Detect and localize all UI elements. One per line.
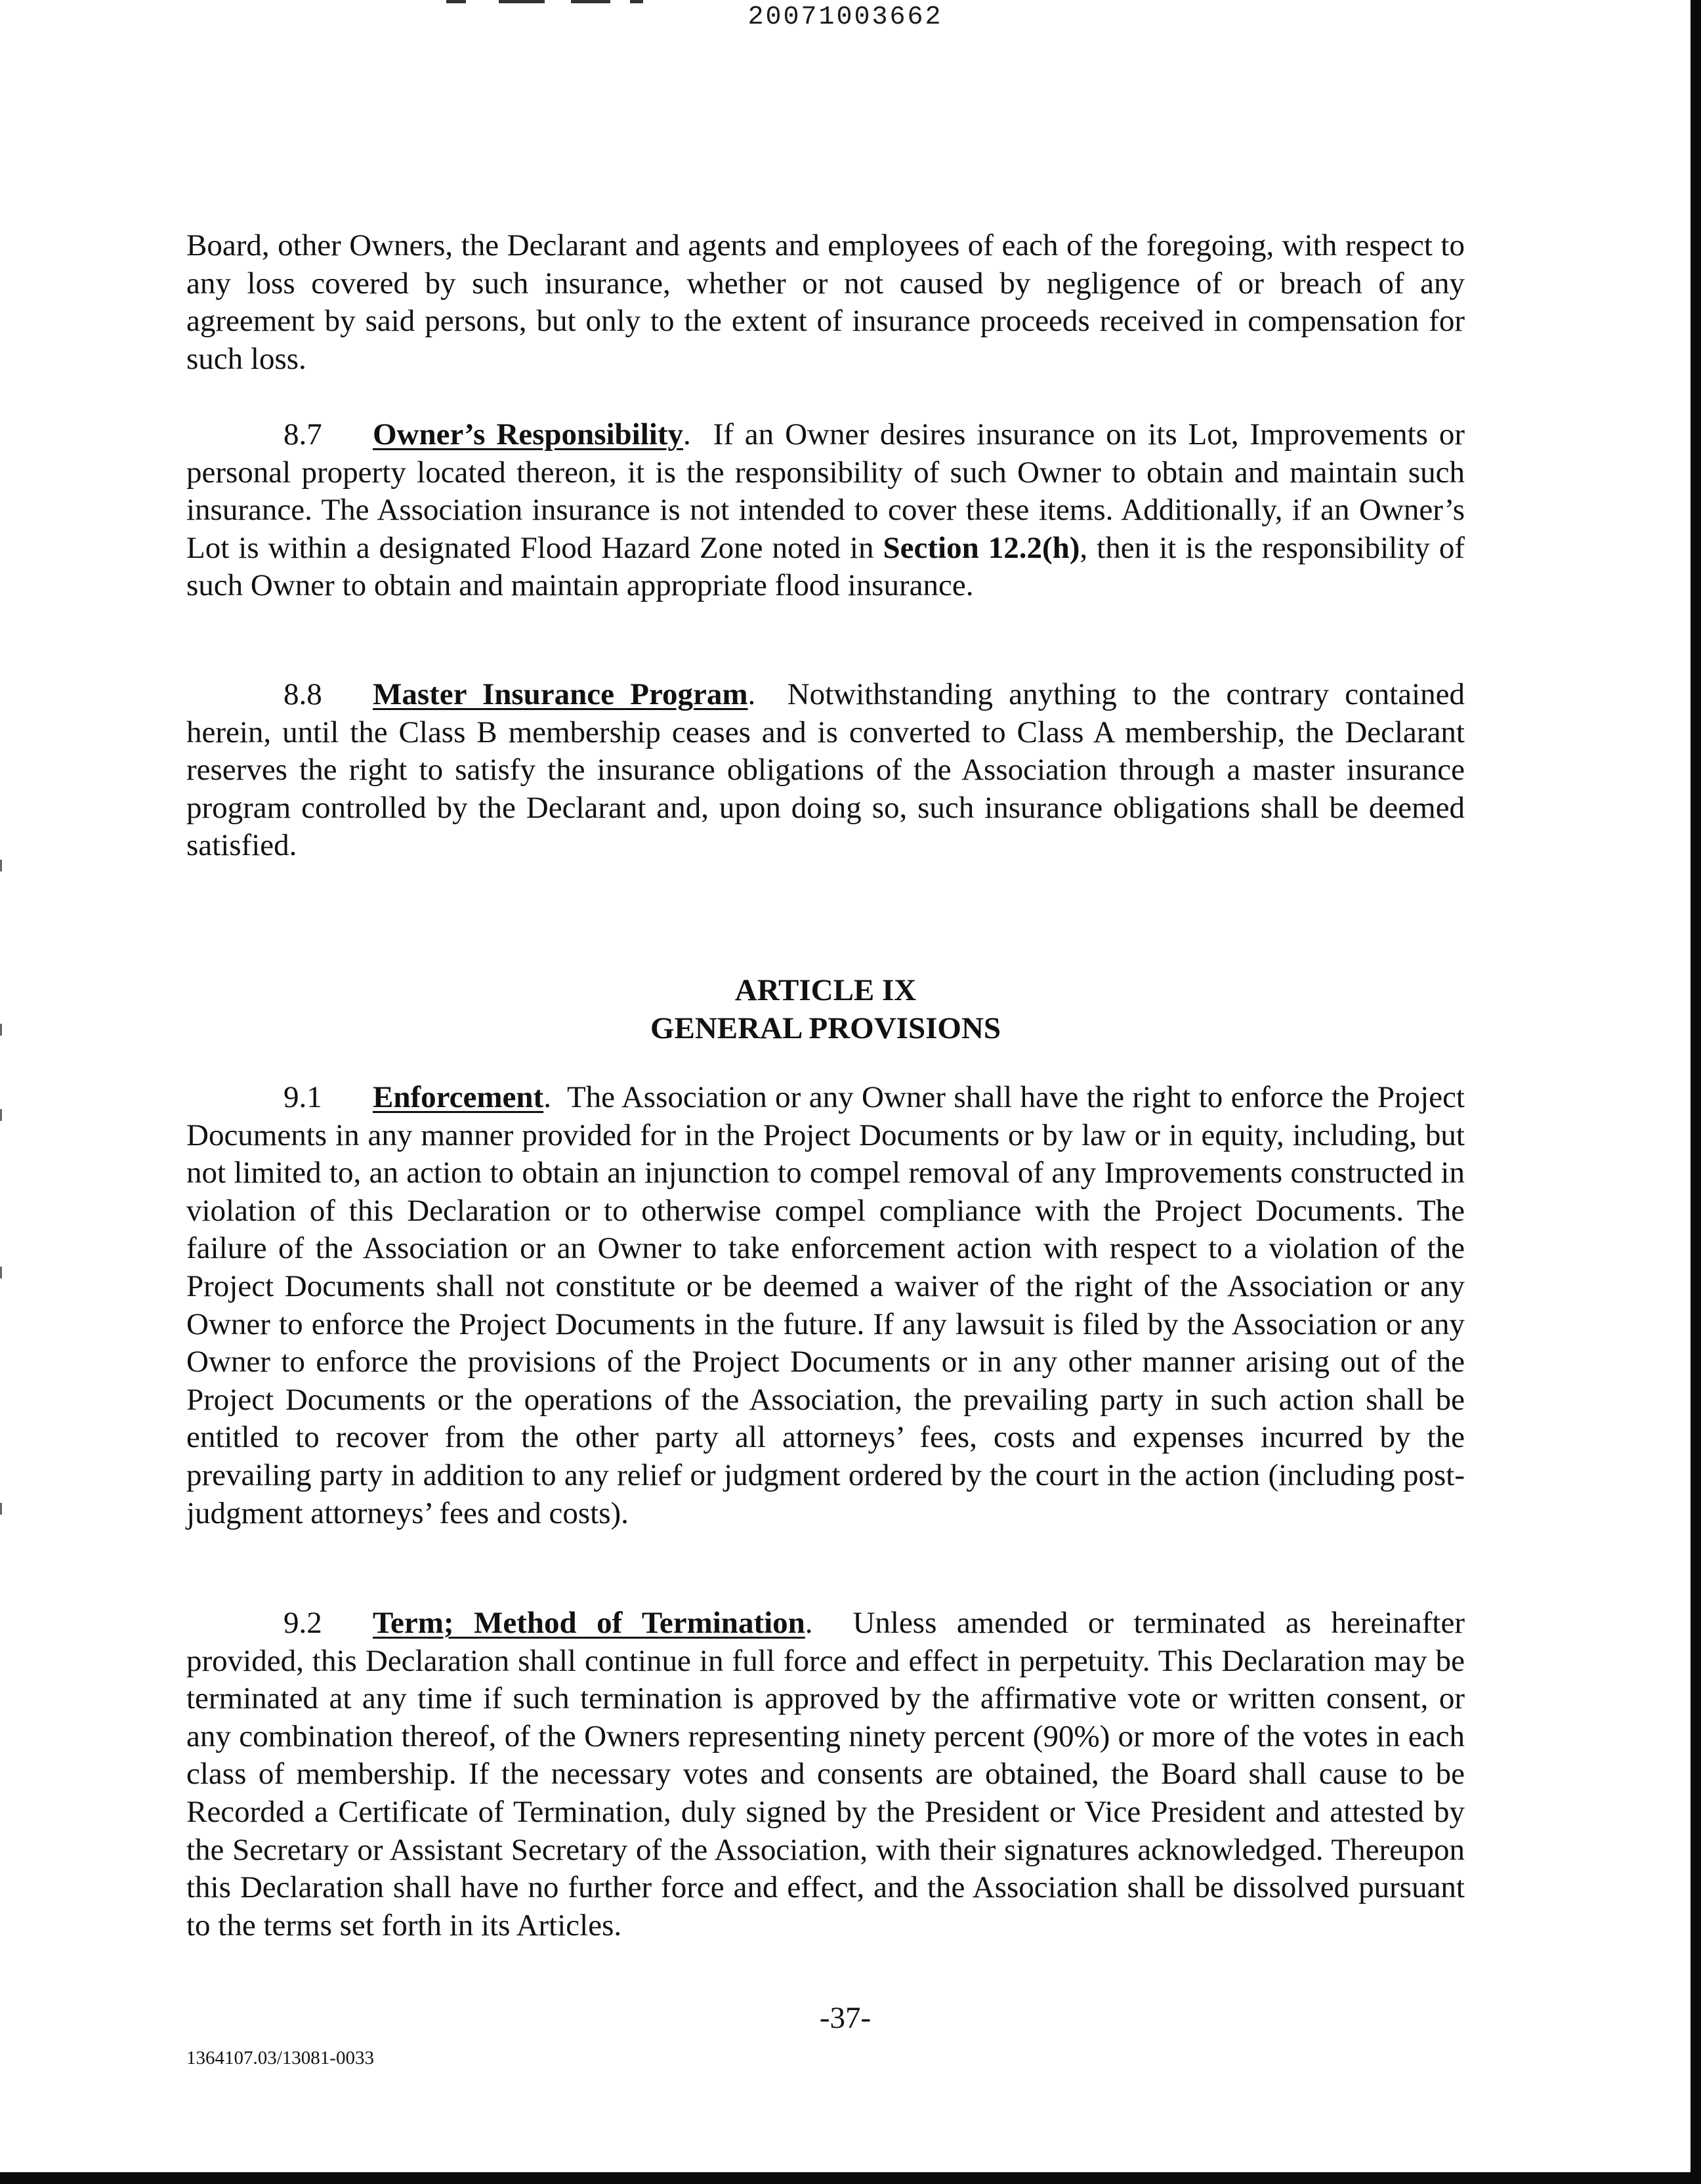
scan-edge-mark [0,1109,2,1121]
paragraph: 9.1 Enforcement. The Association or any Owner shall have the right to enforce the Project Documents in any manner provided for in the Project Documents or by law or in equity, including, but not limited to, an action to obtain an injunction to compel removal of any Improvements constructed in violation of this Declaration or to otherwise compel compliance with the Project Documents. The failure of the Association or an Owner to take enforcement action with respect to a violation of the Project Documents shall not constitute or be deemed a waiver of the right of the Association or any Owner to enforce the Project Documents in the future. If any lawsuit is filed by the Association or any Owner to enforce the provisions of the Project Documents or in any other manner arising out of the Project Documents or the operations of the Association, the prevailing party in such action shall be entitled to recover from the other party all attorneys’ fees, costs and expenses incurred by the prevailing party in addition to any relief or judgment ordered by the court in the action (including post-judgment attorneys’ fees and costs). [186,1080,1465,1530]
section-number: 9.1 [284,1080,322,1114]
section-9-2 [186,1605,1465,1944]
section-reference: Section 12.2(h) [883,530,1080,565]
scan-border-bottom [0,2172,1701,2184]
scan-edge-mark [0,1267,2,1278]
continuation-paragraph [186,227,1465,378]
article-title: GENERAL PROVISIONS [650,1011,1001,1045]
paragraph-text: Board, other Owners, the Declarant and agents and employees of each of the foregoing, with respect to any loss covered by such insurance, whether or not caused by negligence of or breach of any agreement by said persons, but only to the extent of insurance proceeds received in compensation for such loss. [186,228,1465,376]
paragraph-text: Unless amended or terminated as hereinafter provided, this Declaration shall continue in full force and effect in perpetuity. This Declaration may be terminated at any time if such termination is approved by the affirmative vote or written consent, or any combination thereof, of the Owners representing ninety percent (90%) or more of the votes in each class of membership. If the necessary votes and consents are obtained, the Board shall cause to be Recorded a Certificate of Termination, duly signed by the President or Vice President and attested by the Secretary or Assistant Secretary of the Association, with their signatures acknowledged. Thereupon this Declaration shall have no further force and effect, and the Association shall be dissolved pursuant to the terms set forth in its Articles. [186,1606,1465,1942]
section-heading: Term; Method of Termination [373,1606,805,1640]
paragraph-text: , then it is the responsibility of such Owner to obtain and maintain appropriate flood insurance. [186,530,1465,603]
section-number: 9.2 [284,1606,322,1640]
section-9-1 [186,1079,1465,1532]
page-number: -37- [819,2001,872,2035]
scan-border-right [1690,0,1701,2184]
section-number: 8.8 [284,677,322,711]
scan-edge-mark [0,860,2,872]
paragraph: 8.7 Owner’s Responsibility. If an Owner desires insurance on its Lot, Improvements or personal property located thereon, it is the responsibility of such Owner to obtain and maintain such insurance. The Association insurance is not intended to cover these items. Additionally, if an Owner’s Lot is within a designated Flood Hazard Zone noted in Section 12.2(h), then it is the responsibility of such Owner to obtain and maintain appropriate flood insurance. [186,417,1465,603]
section-8-8 [186,676,1465,865]
recording-number: 20071003662 [747,3,943,32]
article-number: ARTICLE IX [734,973,917,1007]
paragraph: 9.2 Term; Method of Termination. Unless amended or terminated as hereinafter provided, this Declaration shall continue in full force and effect in perpetuity. This Declaration may be terminated at any time if such termination is approved by the affirmative vote or written consent, or any combination thereof, of the Owners representing ninety percent (90%) or more of the votes in each class of membership. If the necessary votes and consents are obtained, the Board shall cause to be Recorded a Certificate of Termination, duly signed by the President or Vice President and attested by the Secretary or Assistant Secretary of the Association, with their signatures acknowledged. Thereupon this Declaration shall have no further force and effect, and the Association shall be dissolved pursuant to the terms set forth in its Articles. [186,1606,1465,1942]
paragraph-text: The Association or any Owner shall have the right to enforce the Project Documents in any manner provided for in the Project Documents or by law or in equity, including, but not limited to, an action to obtain an injunction to compel removal of any Improvements constructed in violation of this Declaration or to otherwise compel compliance with the Project Documents. The failure of the Association or an Owner to take enforcement action with respect to a violation of the Project Documents shall not constitute or be deemed a waiver of the right of the Association or any Owner to enforce the Project Documents in the future. If any lawsuit is filed by the Association or any Owner to enforce the provisions of the Project Documents or in any other manner arising out of the Project Documents or the operations of the Association, the prevailing party in such action shall be entitled to recover from the other party all attorneys’ fees, costs and expenses incurred by the prevailing party in addition to any relief or judgment ordered by the court in the action (including post-judgment attorneys’ fees and costs). [186,1080,1465,1530]
paragraph-text: If an Owner desires insurance on its Lot, Improvements or personal property located thereon, it is the responsibility of such Owner to obtain and maintain such insurance. The Association insurance is not intended to cover these items. Additionally, if an Owner’s Lot is within a designated Flood Hazard Zone noted in [186,417,1465,565]
section-heading: Master Insurance Program [373,677,748,711]
section-heading: Owner’s Responsibility [373,417,684,452]
article-heading [186,971,1465,1047]
section-number: 8.7 [284,417,322,452]
scan-edge-mark [0,1503,2,1515]
paragraph: 8.8 Master Insurance Program. Notwithstanding anything to the contrary contained herein, until the Class B membership ceases and is converted to Class A membership, the Declarant reserves the right to satisfy the insurance obligations of the Association through a master insurance program controlled by the Declarant and, upon doing so, such insurance obligations shall be deemed satisfied. [186,677,1465,863]
section-heading: Enforcement [373,1080,544,1114]
scan-edge-mark [0,1024,2,1036]
document-id: 1364107.03/13081-0033 [186,2048,374,2068]
section-8-7 [186,416,1465,605]
paragraph-text: Notwithstanding anything to the contrary contained herein, until the Class B membership ceases and is converted to Class A membership, the Declarant reserves the right to satisfy the insurance obligations of the Association through a master insurance program controlled by the Declarant and, upon doing so, such insurance obligations shall be deemed satisfied. [186,677,1465,863]
